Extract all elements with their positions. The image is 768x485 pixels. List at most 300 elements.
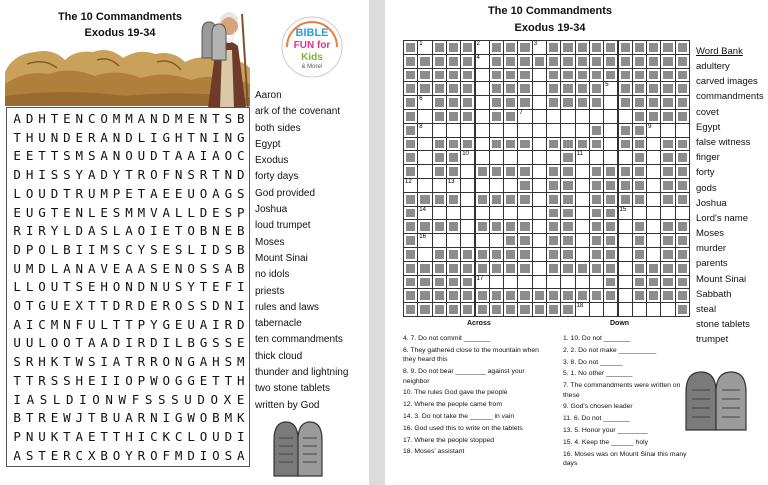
word-search-letter: T [63, 279, 71, 295]
crossword-block-cell [446, 192, 461, 207]
crossword-block-cell [618, 192, 633, 207]
word-search-letter: A [13, 447, 21, 463]
crossword-answer-cell[interactable] [475, 109, 490, 124]
crossword-answer-cell[interactable] [475, 275, 490, 290]
crossword-subtitle: Exodus 19-34 [514, 22, 586, 34]
word-search-letter: D [237, 316, 245, 332]
crossword-answer-cell[interactable] [646, 178, 661, 193]
crossword-block-cell [446, 95, 461, 110]
crossword-block-cell [403, 54, 418, 69]
crossword-answer-cell[interactable] [475, 137, 490, 152]
crossword-answer-cell[interactable] [646, 206, 661, 221]
word-search-letter: I [13, 391, 21, 407]
crossword-answer-cell[interactable] [560, 275, 575, 290]
crossword-block-cell [503, 54, 518, 69]
crossword-answer-cell[interactable] [417, 109, 432, 124]
word-search-letter: D [199, 204, 208, 220]
crossword-block-cell [517, 54, 532, 69]
crossword-answer-cell[interactable] [575, 164, 590, 179]
word-search-letter: P [237, 204, 245, 220]
crossword-answer-cell[interactable] [460, 206, 475, 221]
word-search-letter: P [13, 428, 21, 444]
crossword-answer-cell[interactable] [646, 233, 661, 248]
crossword-answer-cell[interactable] [475, 233, 490, 248]
crossword-answer-cell[interactable] [618, 302, 633, 317]
crossword-block-cell [660, 275, 675, 290]
crossword-block-cell [432, 247, 447, 262]
word-search-letter: E [224, 223, 233, 239]
crossword-answer-cell[interactable] [660, 302, 675, 317]
across-clue: 17. Where the people stopped [403, 436, 495, 444]
word-search-letter: C [75, 447, 84, 463]
word-search-letter: S [237, 185, 245, 201]
crossword-block-cell [546, 54, 561, 69]
crossword-answer-cell[interactable] [675, 123, 690, 138]
word-search-row [11, 410, 247, 426]
down-clue: 3. 8. Do not ______ [563, 358, 623, 366]
word-search-letter: R [75, 185, 84, 201]
word-search-letter: K [50, 428, 59, 444]
word-search-word-list [255, 88, 365, 414]
crossword-answer-cell[interactable] [489, 233, 504, 248]
crossword-answer-cell[interactable] [618, 275, 633, 290]
crossword-answer-cell[interactable] [532, 192, 547, 207]
word-search-word: no idols [255, 269, 290, 281]
word-search-letter: O [210, 391, 219, 407]
word-search-letter: A [87, 223, 96, 239]
crossword-clue-number: 13 [447, 179, 455, 185]
crossword-answer-cell[interactable] [575, 192, 590, 207]
crossword-answer-cell[interactable] [517, 123, 532, 138]
crossword-block-cell [646, 81, 661, 96]
crossword-answer-cell[interactable] [618, 247, 633, 262]
crossword-answer-cell[interactable] [618, 288, 633, 303]
crossword-answer-cell[interactable] [460, 219, 475, 234]
crossword-clue-number: 10 [462, 151, 469, 158]
crossword-answer-cell[interactable] [646, 164, 661, 179]
crossword-block-cell [489, 68, 504, 83]
crossword-answer-cell[interactable] [489, 178, 504, 193]
crossword-block-cell [517, 233, 532, 248]
crossword-block-cell [632, 164, 647, 179]
crossword-answer-cell[interactable] [618, 233, 633, 248]
crossword-block-cell [618, 68, 633, 83]
crossword-answer-cell[interactable] [417, 178, 432, 193]
crossword-answer-cell[interactable] [532, 109, 547, 124]
crossword-answer-cell[interactable] [646, 247, 661, 262]
word-bank-item: commandments [696, 91, 764, 103]
crossword-block-cell [560, 150, 575, 165]
crossword-block-cell [489, 247, 504, 262]
crossword-answer-cell[interactable] [532, 206, 547, 221]
word-search-letter: I [150, 129, 158, 145]
crossword-answer-cell[interactable] [503, 150, 518, 165]
word-search-letter: D [150, 148, 158, 164]
crossword-answer-cell[interactable] [475, 178, 490, 193]
crossword-block-cell [546, 68, 561, 83]
crossword-answer-cell[interactable] [446, 206, 461, 221]
crossword-answer-cell[interactable] [517, 275, 532, 290]
word-search-row [11, 448, 247, 464]
crossword-answer-cell[interactable] [575, 109, 590, 124]
crossword-answer-cell[interactable] [475, 150, 490, 165]
crossword-answer-cell[interactable] [475, 206, 490, 221]
crossword-block-cell [660, 288, 675, 303]
crossword-answer-cell[interactable] [532, 150, 547, 165]
crossword-answer-cell[interactable] [489, 150, 504, 165]
crossword-answer-cell[interactable] [646, 192, 661, 207]
crossword-answer-cell[interactable] [603, 81, 618, 96]
crossword-block-cell [446, 288, 461, 303]
word-search-letter: W [150, 372, 158, 388]
crossword-answer-cell[interactable] [532, 275, 547, 290]
crossword-block-cell [446, 81, 461, 96]
crossword-answer-cell[interactable] [417, 247, 432, 262]
word-search-subtitle: Exodus 19-34 [84, 27, 156, 39]
word-search-word: loud trumpet [255, 220, 311, 232]
word-bank-item: Lord's name [696, 212, 748, 224]
word-search-letter: M [174, 447, 183, 463]
crossword-answer-cell[interactable] [417, 206, 432, 221]
crossword-answer-cell[interactable] [618, 219, 633, 234]
crossword-answer-cell[interactable] [589, 302, 604, 317]
crossword-block-cell [575, 137, 590, 152]
word-search-letter: N [174, 354, 183, 370]
word-search-letter: U [13, 335, 21, 351]
word-search-letter: F [162, 167, 171, 183]
crossword-answer-cell[interactable] [475, 40, 490, 55]
crossword-answer-cell[interactable] [432, 233, 447, 248]
crossword-answer-cell[interactable] [417, 95, 432, 110]
crossword-block-cell [417, 81, 432, 96]
crossword-block-cell [432, 164, 447, 179]
crossword-answer-cell[interactable] [417, 123, 432, 138]
crossword-answer-cell[interactable] [417, 233, 432, 248]
word-search-letter: I [162, 410, 171, 426]
crossword-clue-number: 15 [619, 206, 627, 213]
word-search-letter: D [25, 111, 34, 126]
crossword-answer-cell[interactable] [546, 150, 561, 165]
crossword-answer-cell[interactable] [517, 109, 532, 124]
word-search-letter: U [187, 316, 195, 332]
crossword-answer-cell[interactable] [460, 192, 475, 207]
crossword-answer-cell[interactable] [560, 109, 575, 124]
crossword-answer-cell[interactable] [460, 123, 475, 138]
crossword-answer-cell[interactable] [489, 206, 504, 221]
word-search-row [11, 354, 247, 370]
crossword-block-cell [460, 68, 475, 83]
crossword-answer-cell[interactable] [432, 178, 447, 193]
word-search-word: both sides [255, 122, 301, 134]
crossword-block-cell [503, 68, 518, 83]
word-search-letter: L [187, 204, 195, 220]
crossword-answer-cell[interactable] [603, 302, 618, 317]
word-search-letter: D [125, 129, 133, 145]
crossword-block-cell [503, 192, 518, 207]
crossword-answer-cell[interactable] [489, 123, 504, 138]
word-search-word: priests [255, 285, 285, 297]
word-search-letter: S [100, 223, 108, 239]
crossword-answer-cell[interactable] [646, 219, 661, 234]
crossword-answer-cell[interactable] [546, 109, 561, 124]
crossword-block-cell [560, 219, 575, 234]
word-search-letter: S [112, 204, 121, 220]
crossword-block-cell [560, 247, 575, 262]
word-search-letter: E [25, 148, 34, 164]
crossword-answer-cell[interactable] [532, 95, 547, 110]
crossword-block-cell [475, 247, 490, 262]
crossword-block-cell [660, 247, 675, 262]
crossword-answer-cell[interactable] [532, 219, 547, 234]
crossword-block-cell [403, 123, 418, 138]
crossword-answer-cell[interactable] [646, 302, 661, 317]
crossword-answer-cell[interactable] [575, 206, 590, 221]
crossword-answer-cell[interactable] [589, 275, 604, 290]
word-search-letter: M [125, 204, 133, 220]
word-search-letter: S [224, 241, 233, 257]
crossword-block-cell [503, 219, 518, 234]
crossword-answer-cell[interactable] [417, 150, 432, 165]
crossword-answer-cell[interactable] [446, 123, 461, 138]
word-search-letter: T [63, 354, 71, 370]
crossword-clue-number: 1 [419, 41, 423, 47]
crossword-answer-cell[interactable] [503, 178, 518, 193]
crossword-block-cell [589, 164, 604, 179]
crossword-block-cell [675, 178, 690, 193]
word-search-letter: B [63, 241, 71, 257]
crossword-answer-cell[interactable] [632, 302, 647, 317]
crossword-answer-cell[interactable] [618, 261, 633, 276]
word-search-row [11, 111, 247, 127]
crossword-block-cell [660, 261, 675, 276]
word-search-word: Mount Sinai [255, 252, 308, 264]
word-search-letter: A [137, 111, 146, 126]
crossword-block-cell [432, 137, 447, 152]
word-search-letter: L [87, 204, 96, 220]
crossword-answer-cell[interactable] [646, 150, 661, 165]
crossword-answer-cell[interactable] [575, 123, 590, 138]
down-clue: 1. 10. Do not _______ [563, 335, 631, 342]
crossword-answer-cell[interactable] [618, 150, 633, 165]
word-search-letter: W [75, 354, 84, 370]
word-search-letter: O [125, 372, 133, 388]
crossword-answer-cell[interactable] [532, 68, 547, 83]
crossword-block-cell [432, 68, 447, 83]
crossword-answer-cell[interactable] [475, 81, 490, 96]
crossword-answer-cell[interactable] [589, 150, 604, 165]
crossword-answer-cell[interactable] [532, 164, 547, 179]
crossword-answer-cell[interactable] [532, 123, 547, 138]
crossword-block-cell [603, 164, 618, 179]
word-search-letter: C [125, 241, 133, 257]
word-search-letter: G [174, 372, 183, 388]
word-search-row [11, 223, 247, 239]
crossword-answer-cell[interactable] [432, 123, 447, 138]
crossword-clue-number: 9 [648, 123, 652, 130]
crossword-block-cell [517, 81, 532, 96]
crossword-block-cell [632, 54, 647, 69]
word-search-letter: G [187, 372, 195, 388]
crossword-answer-cell[interactable] [503, 123, 518, 138]
word-search-letter: Y [125, 447, 133, 463]
crossword-answer-cell[interactable] [575, 247, 590, 262]
crossword-block-cell [646, 261, 661, 276]
crossword-answer-cell[interactable] [646, 123, 661, 138]
word-search-letter: A [187, 148, 195, 164]
crossword-answer-cell[interactable] [603, 137, 618, 152]
crossword-answer-cell[interactable] [618, 109, 633, 124]
word-search-letter: M [75, 148, 84, 164]
word-search-letter: T [212, 111, 220, 126]
word-search-letter: E [150, 298, 158, 313]
crossword-answer-cell[interactable] [575, 233, 590, 248]
crossword-answer-cell[interactable] [417, 40, 432, 55]
crossword-answer-cell[interactable] [603, 123, 618, 138]
crossword-answer-cell[interactable] [460, 164, 475, 179]
word-search-word: written by God [255, 399, 320, 411]
word-search-word: God provided [255, 187, 316, 199]
crossword-answer-cell[interactable] [446, 178, 461, 193]
crossword-block-cell [446, 109, 461, 124]
crossword-answer-cell[interactable] [575, 150, 590, 165]
crossword-block-cell [546, 247, 561, 262]
word-search-letter: L [137, 129, 146, 145]
crossword-answer-cell[interactable] [475, 123, 490, 138]
crossword-answer-cell[interactable] [546, 123, 561, 138]
down-clue: 7. The commandments were written on these [563, 382, 681, 399]
crossword-answer-cell[interactable] [675, 206, 690, 221]
word-search-letter: S [199, 298, 208, 313]
word-search-letter: U [162, 279, 171, 295]
word-bank-item: Sabbath [696, 288, 732, 300]
crossword-block-cell [517, 219, 532, 234]
crossword-block-cell [603, 68, 618, 83]
crossword-answer-cell[interactable] [646, 137, 661, 152]
crossword-answer-cell[interactable] [517, 150, 532, 165]
crossword-block-cell [432, 275, 447, 290]
crossword-answer-cell[interactable] [475, 54, 490, 69]
word-search-letter: O [38, 279, 46, 295]
word-search-letter: C [150, 428, 158, 444]
word-search-letter: X [75, 298, 84, 313]
crossword-answer-cell[interactable] [575, 219, 590, 234]
crossword-block-cell [503, 81, 518, 96]
word-search-letter: M [174, 111, 183, 126]
crossword-answer-cell[interactable] [632, 206, 647, 221]
crossword-answer-cell[interactable] [475, 68, 490, 83]
crossword-answer-cell[interactable] [432, 206, 447, 221]
word-search-letter: M [25, 260, 34, 276]
crossword-block-cell [618, 40, 633, 55]
crossword-answer-cell[interactable] [446, 233, 461, 248]
crossword-answer-cell[interactable] [503, 206, 518, 221]
crossword-answer-cell[interactable] [575, 275, 590, 290]
crossword-block-cell [546, 164, 561, 179]
word-search-letter: Y [150, 316, 158, 332]
crossword-answer-cell[interactable] [489, 275, 504, 290]
crossword-answer-cell[interactable] [532, 261, 547, 276]
word-search-letter: H [100, 279, 108, 295]
crossword-answer-cell[interactable] [618, 206, 633, 221]
crossword-block-cell [432, 150, 447, 165]
word-search-letter: D [162, 111, 171, 126]
word-search-letter: J [75, 410, 84, 426]
crossword-answer-cell[interactable] [603, 95, 618, 110]
word-search-letter: N [199, 111, 208, 126]
crossword-answer-cell[interactable] [517, 206, 532, 221]
crossword-block-cell [560, 40, 575, 55]
crossword-block-cell [475, 164, 490, 179]
crossword-block-cell [403, 261, 418, 276]
crossword-answer-cell[interactable] [660, 123, 675, 138]
word-search-letter: E [63, 111, 71, 126]
crossword-answer-cell[interactable] [546, 275, 561, 290]
crossword-answer-cell[interactable] [575, 302, 590, 317]
crossword-answer-cell[interactable] [417, 137, 432, 152]
crossword-block-cell [560, 54, 575, 69]
crossword-answer-cell[interactable] [503, 275, 518, 290]
crossword-answer-cell[interactable] [532, 81, 547, 96]
crossword-block-cell [660, 150, 675, 165]
word-search-letter: N [224, 298, 233, 313]
crossword-block-cell [446, 261, 461, 276]
word-search-letter: G [38, 204, 46, 220]
word-search-letter: A [212, 148, 220, 164]
crossword-block-cell [603, 247, 618, 262]
word-search-letter: A [125, 410, 133, 426]
crossword-block-cell [489, 288, 504, 303]
word-search-letter: S [212, 260, 220, 276]
crossword-answer-cell[interactable] [532, 178, 547, 193]
word-search-letter: S [174, 241, 183, 257]
crossword-clue-number: 14 [419, 206, 426, 213]
crossword-answer-cell[interactable] [403, 178, 418, 193]
word-search-letter: G [174, 410, 183, 426]
crossword-answer-cell[interactable] [603, 109, 618, 124]
word-search-letter: L [100, 316, 108, 332]
crossword-answer-cell[interactable] [575, 178, 590, 193]
crossword-answer-cell[interactable] [560, 123, 575, 138]
crossword-block-cell [489, 54, 504, 69]
crossword-answer-cell[interactable] [532, 233, 547, 248]
crossword-clue-number: 5 [605, 82, 609, 89]
crossword-block-cell [546, 288, 561, 303]
crossword-block-cell [517, 192, 532, 207]
crossword-answer-cell[interactable] [532, 137, 547, 152]
crossword-answer-cell[interactable] [460, 178, 475, 193]
crossword-answer-cell[interactable] [460, 150, 475, 165]
crossword-block-cell [675, 164, 690, 179]
word-search-letter: L [187, 428, 195, 444]
crossword-answer-cell[interactable] [460, 233, 475, 248]
crossword-answer-cell[interactable] [532, 40, 547, 55]
crossword-answer-cell[interactable] [603, 150, 618, 165]
crossword-answer-cell[interactable] [475, 95, 490, 110]
word-search-letter: S [150, 241, 158, 257]
crossword-answer-cell[interactable] [532, 247, 547, 262]
word-search-letter: N [75, 260, 84, 276]
word-search-letter: E [13, 148, 21, 164]
crossword-block-cell [632, 219, 647, 234]
word-search-letter: D [150, 335, 158, 351]
word-search-letter: G [162, 316, 171, 332]
crossword-answer-cell[interactable] [589, 109, 604, 124]
word-search-letter: S [63, 372, 71, 388]
crossword-answer-cell[interactable] [417, 164, 432, 179]
crossword-answer-cell[interactable] [660, 206, 675, 221]
word-search-letter: L [174, 204, 183, 220]
word-search-letter: I [100, 372, 108, 388]
